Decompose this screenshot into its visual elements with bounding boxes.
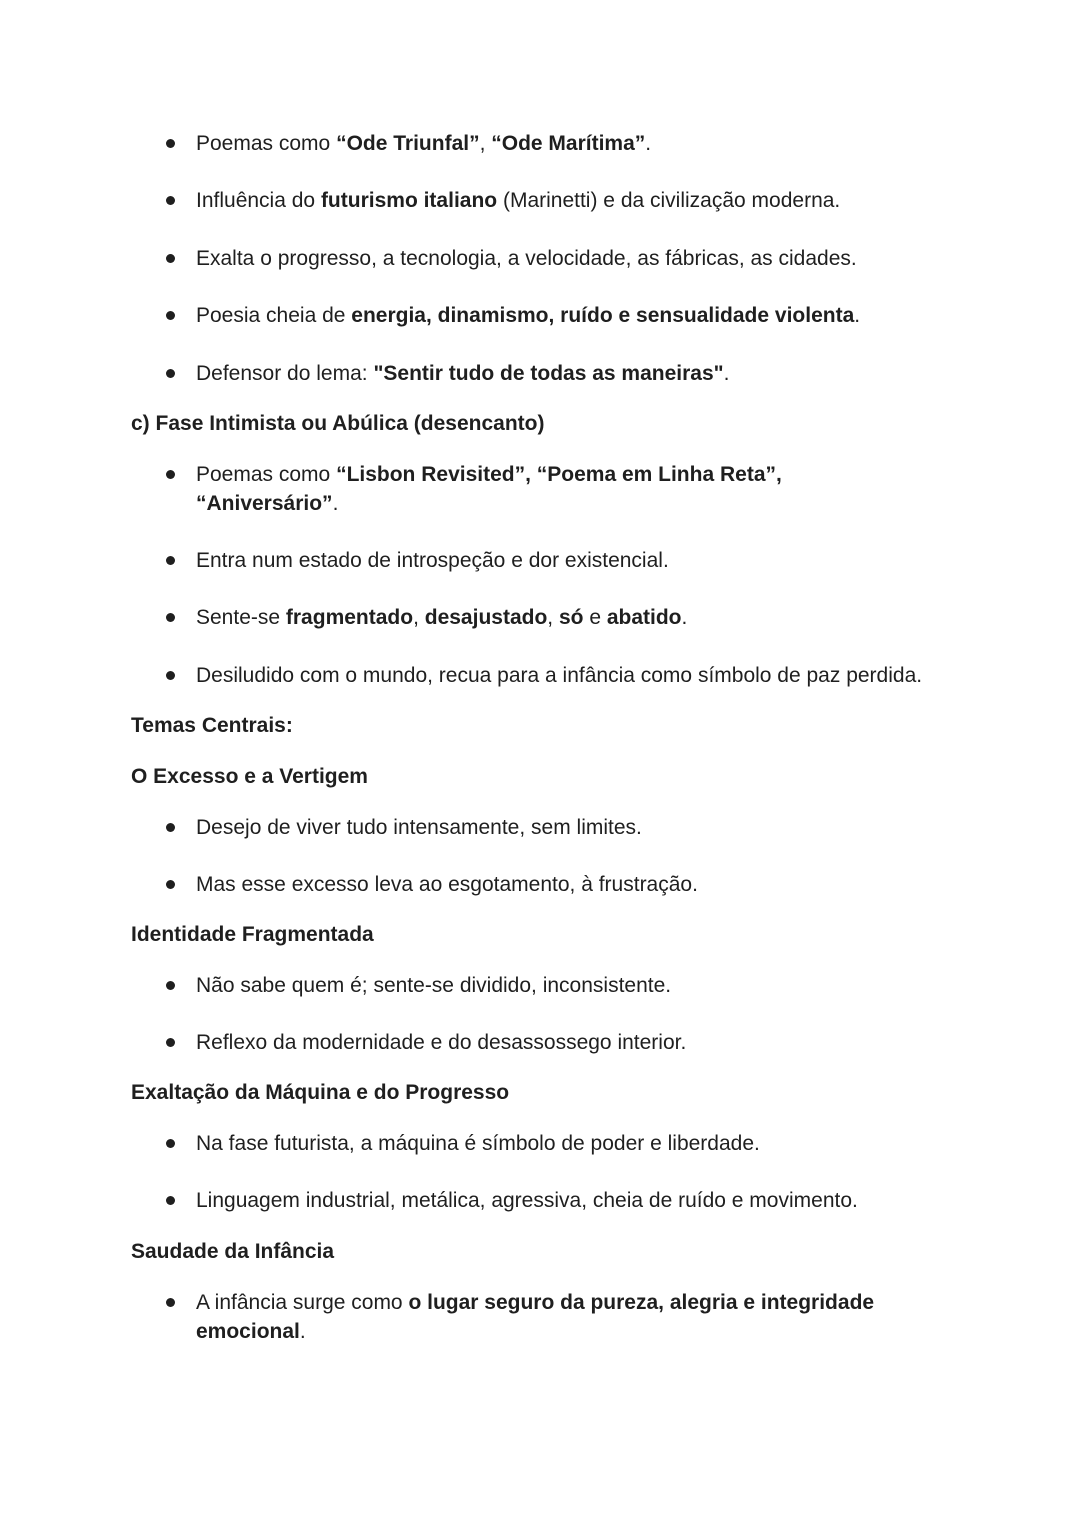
list-item: Na fase futurista, a máquina é símbolo de poder e liberdade. bbox=[196, 1129, 986, 1158]
list-item: Não sabe quem é; sente-se dividido, inconsistente. bbox=[196, 971, 986, 1000]
list-item: Mas esse excesso leva ao esgotamento, à frustração. bbox=[196, 870, 986, 899]
list-item: Reflexo da modernidade e do desassossego interior. bbox=[196, 1028, 986, 1057]
list-item: Linguagem industrial, metálica, agressiva, cheia de ruído e movimento. bbox=[196, 1186, 986, 1215]
subsection-heading: Identidade Fragmentada bbox=[131, 923, 374, 946]
list-item: Exalta o progresso, a tecnologia, a velocidade, as fábricas, as cidades. bbox=[196, 244, 986, 273]
list-item: Influência do futurismo italiano (Marinetti) e da civilização moderna. bbox=[196, 186, 986, 215]
list-item: Desiludido com o mundo, recua para a infância como símbolo de paz perdida. bbox=[196, 661, 986, 690]
list-item: Poesia cheia de energia, dinamismo, ruído e sensualidade violenta. bbox=[196, 301, 986, 330]
section-heading: c) Fase Intimista ou Abúlica (desencanto) bbox=[131, 412, 545, 435]
list-item: Desejo de viver tudo intensamente, sem limites. bbox=[196, 813, 986, 842]
subsection-heading: Exaltação da Máquina e do Progresso bbox=[131, 1081, 510, 1104]
subsection-heading: O Excesso e a Vertigem bbox=[131, 765, 368, 788]
section-heading: Temas Centrais: bbox=[131, 714, 293, 737]
list-item: Entra num estado de introspeção e dor existencial. bbox=[196, 546, 986, 575]
subsection-heading: Saudade da Infância bbox=[131, 1240, 335, 1263]
list-item: Poemas como “Lisbon Revisited”, “Poema em Linha Reta”, “Aniversário”. bbox=[196, 460, 816, 518]
list-item: Defensor do lema: "Sentir tudo de todas as maneiras". bbox=[196, 359, 986, 388]
list-item: A infância surge como o lugar seguro da pureza, alegria e integridade emocional. bbox=[196, 1288, 916, 1346]
list-item: Sente-se fragmentado, desajustado, só e abatido. bbox=[196, 603, 986, 632]
list-item: Poemas como “Ode Triunfal”, “Ode Marítima”. bbox=[196, 129, 986, 158]
